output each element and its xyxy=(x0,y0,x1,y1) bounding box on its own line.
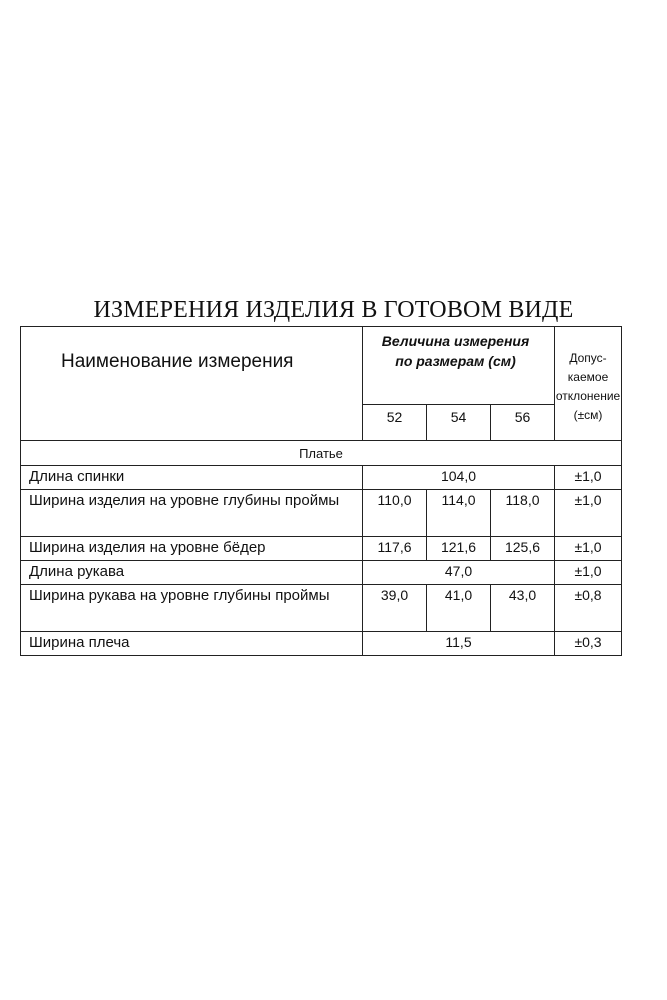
header-tolerance: Допус- каемое отклонение (±см) xyxy=(555,327,622,441)
row-value-56: 118,0 xyxy=(491,490,555,537)
header-measurement-name: Наименование измерения xyxy=(21,327,363,441)
row-value: 11,5 xyxy=(363,632,555,656)
document-title: ИЗМЕРЕНИЯ ИЗДЕЛИЯ В ГОТОВОМ ВИДЕ xyxy=(93,297,574,323)
row-label: Ширина изделия на уровне глубины проймы xyxy=(21,490,363,537)
row-label: Длина рукава xyxy=(21,561,363,585)
section-dress: Платье xyxy=(21,441,622,466)
row-value-56: 43,0 xyxy=(491,585,555,632)
row-label: Ширина изделия на уровне бёдер xyxy=(21,537,363,561)
row-value-52: 39,0 xyxy=(363,585,427,632)
table-row xyxy=(21,537,622,561)
row-value: 47,0 xyxy=(363,561,555,585)
row-tolerance: ±0,8 xyxy=(555,585,622,632)
row-value: 104,0 xyxy=(363,466,555,490)
row-tolerance: ±1,0 xyxy=(555,561,622,585)
header-size-56: 56 xyxy=(491,405,555,441)
table-row xyxy=(21,466,622,490)
row-value-54: 121,6 xyxy=(427,537,491,561)
row-value-56: 125,6 xyxy=(491,537,555,561)
row-value-52: 110,0 xyxy=(363,490,427,537)
table-row xyxy=(21,632,622,656)
row-label: Ширина плеча xyxy=(21,632,363,656)
row-value-52: 117,6 xyxy=(363,537,427,561)
measurements-table xyxy=(20,326,622,656)
row-label: Ширина рукава на уровне глубины проймы xyxy=(21,585,363,632)
row-value-54: 41,0 xyxy=(427,585,491,632)
row-tolerance: ±1,0 xyxy=(555,466,622,490)
row-tolerance: ±1,0 xyxy=(555,490,622,537)
row-tolerance: ±1,0 xyxy=(555,537,622,561)
table-row xyxy=(21,585,622,632)
row-tolerance: ±0,3 xyxy=(555,632,622,656)
table-row xyxy=(21,561,622,585)
header-size-54: 54 xyxy=(427,405,491,441)
table-row xyxy=(21,490,622,537)
header-size-52: 52 xyxy=(363,405,427,441)
header-size-values: Величина измерения по размерам (см) xyxy=(363,327,555,405)
row-value-54: 114,0 xyxy=(427,490,491,537)
row-label: Длина спинки xyxy=(21,466,363,490)
